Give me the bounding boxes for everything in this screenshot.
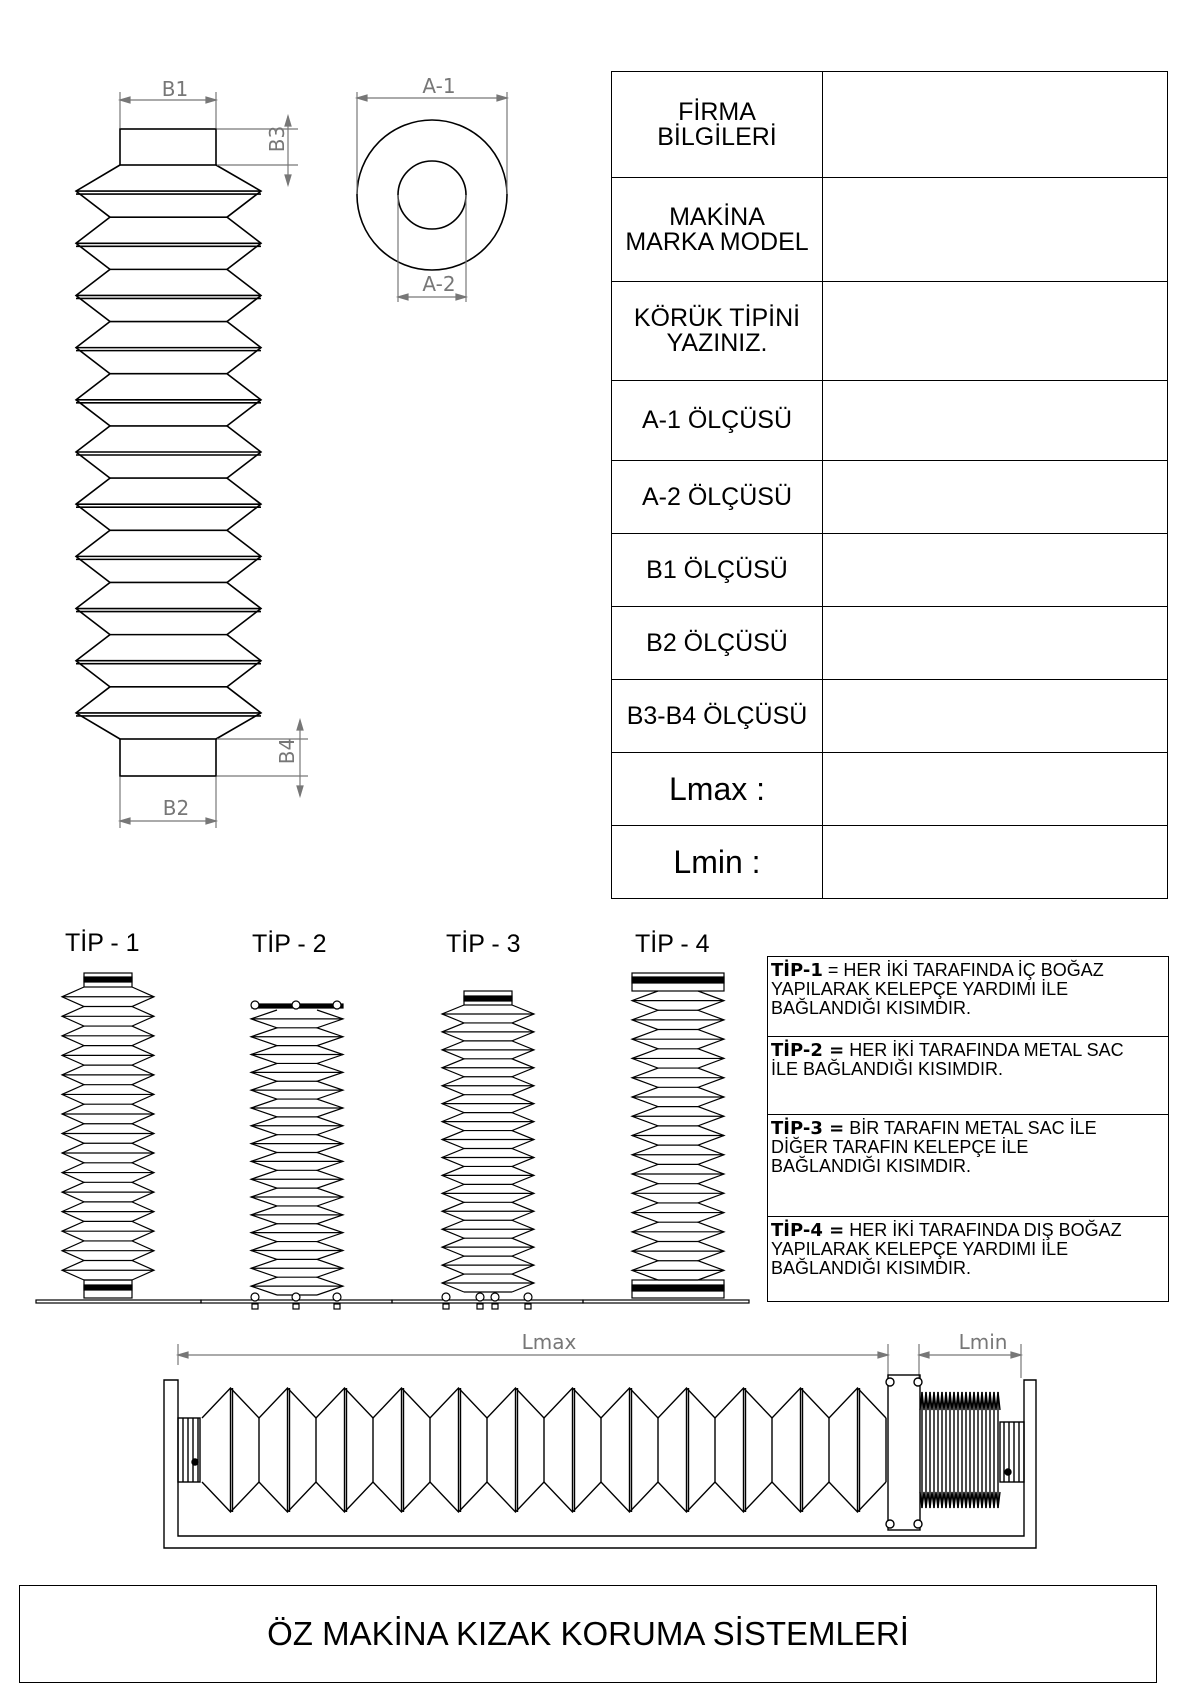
form-row [612, 461, 1168, 534]
tip2-bolt [292, 1293, 300, 1301]
form-row-label-line: B2 ÖLÇÜSÜ [646, 628, 788, 657]
form-row-label-line: Lmin : [673, 843, 761, 880]
footer-company-title: ÖZ MAKİNA KIZAK KORUMA SİSTEMLERİ [19, 1585, 1157, 1683]
dim-lmax-arrow [878, 1352, 888, 1358]
form-row-value-field[interactable] [823, 72, 1168, 178]
tip2-bolt-foot [334, 1304, 340, 1309]
form-row-label [612, 826, 823, 899]
form-row-value-field[interactable] [823, 282, 1168, 381]
left-end-cap [178, 1418, 200, 1482]
form-row [612, 753, 1168, 826]
main-bellows-drawing [76, 120, 507, 776]
dim-b3-arrow [285, 175, 291, 185]
tip1-top-clamp [84, 977, 132, 982]
form-row-label-line: BİLGİLERİ [657, 122, 777, 151]
dim-lmax-arrow [178, 1352, 188, 1358]
type-note-text-line: YAPILARAK KELEPÇE YARDIMI İLE [771, 1239, 1069, 1259]
tip-4-title: TİP - 4 [635, 930, 710, 958]
bellows-bottom-profile [202, 1482, 886, 1512]
form-row-value-field[interactable] [823, 461, 1168, 534]
type-note-text-line: HER İKİ TARAFINDA İÇ BOĞAZ [843, 960, 1104, 980]
tip2-bolt-foot [293, 1304, 299, 1309]
tip-2-title: TİP - 2 [252, 930, 327, 958]
form-row [612, 826, 1168, 899]
type-note-cell [768, 1037, 1169, 1115]
form-row-label [612, 381, 823, 461]
tip4-bellows [632, 991, 724, 1280]
tip3-bolt [442, 1293, 450, 1301]
type-note-text-line: YAPILARAK KELEPÇE YARDIMI İLE [771, 979, 1069, 999]
top-cuff [120, 129, 216, 165]
dim-label-lmax: Lmax [521, 1330, 577, 1354]
type-note-key: TİP-4 = [771, 1220, 845, 1241]
tip2-bolt [251, 1001, 259, 1009]
type-note-key: TİP-3 = [771, 1118, 845, 1139]
dim-label-a2: A-2 [422, 272, 456, 296]
dim-lmin-arrow [919, 1352, 929, 1358]
form-row [612, 534, 1168, 607]
type-note-cell [768, 1217, 1169, 1302]
form-row [612, 72, 1168, 178]
type-note-cell [768, 1115, 1169, 1217]
dim-label-lmin: Lmin [958, 1330, 1008, 1354]
tip3-bolt [476, 1293, 484, 1301]
type-note-row [768, 1217, 1169, 1302]
type-note-key: TİP-1 [771, 960, 823, 981]
form-row [612, 381, 1168, 461]
dim-a1-arrow [357, 95, 367, 101]
base-plate [36, 1300, 201, 1303]
type-note-text-line: BAĞLANDIĞI KISIMDIR. [771, 998, 972, 1018]
type-note-separator: = [822, 960, 844, 980]
form-row-value-field[interactable] [823, 534, 1168, 607]
form-row-label [612, 72, 823, 178]
right-profile [512, 1005, 534, 1292]
type-note-cell [768, 957, 1169, 1037]
tip3-bolt-foot [492, 1304, 498, 1309]
form-row-value-field[interactable] [823, 607, 1168, 680]
tip3-bolt-foot [477, 1304, 483, 1309]
type-note-text-line: BAĞLANDIĞI KISIMDIR. [771, 1156, 972, 1176]
carriage-bolt [914, 1378, 922, 1386]
form-row-label [612, 178, 823, 282]
left-cap-bolt [192, 1459, 198, 1465]
tip4-top-clamp [632, 977, 724, 983]
type-note-text-line: HER İKİ TARAFINDA METAL SAC [849, 1040, 1124, 1060]
type-note-row [768, 1115, 1169, 1217]
tip3-bolt [491, 1293, 499, 1301]
carriage-bolt [886, 1378, 894, 1386]
dim-b4-arrow [297, 720, 303, 730]
tip2-bolt [333, 1001, 341, 1009]
form-row-label [612, 680, 823, 753]
base-plate [392, 1300, 583, 1303]
tip2-bolt [251, 1293, 259, 1301]
form-row-label [612, 282, 823, 381]
form-row-label-line: YAZINIZ. [666, 329, 768, 357]
dim-a1-arrow [497, 95, 507, 101]
tip3-bolt-foot [443, 1304, 449, 1309]
type-note-text-line: BİR TARAFIN METAL SAC İLE [849, 1118, 1097, 1138]
slide-guide-channel [164, 1380, 1036, 1548]
dim-b1-arrow [120, 97, 130, 103]
tip3-bolt [524, 1293, 532, 1301]
right-profile [317, 1010, 343, 1295]
form-row-value-field[interactable] [823, 753, 1168, 826]
form-row-label [612, 753, 823, 826]
type-notes-table [767, 956, 1169, 1302]
outer-diameter-circle [357, 120, 507, 270]
bottom-cuff [120, 739, 216, 776]
form-row-value-field[interactable] [823, 178, 1168, 282]
form-row-label-line: MARKA MODEL [625, 227, 809, 256]
dim-b2-arrow [206, 818, 216, 824]
type-note-text-line: İLE BAĞLANDIĞI KISIMDIR. [771, 1059, 1004, 1079]
type-note-text-line: DİĞER TARAFIN KELEPÇE İLE [771, 1137, 1029, 1157]
dim-b1-arrow [206, 97, 216, 103]
tip2-bolt [333, 1293, 341, 1301]
tip1-bellows [62, 987, 154, 1280]
tip4-bottom-clamp [632, 1285, 724, 1291]
form-row-label-line: A-2 ÖLÇÜSÜ [641, 482, 793, 511]
dim-label-b4: B4 [275, 737, 299, 765]
base-plate [583, 1300, 749, 1303]
dim-label-a1: A-1 [422, 74, 456, 98]
type-bellows-drawings [36, 973, 749, 1309]
dim-a2-arrow [456, 294, 466, 300]
form-row [612, 607, 1168, 680]
dim-label-b1: B1 [161, 77, 189, 101]
type-note-key: TİP-2 = [771, 1040, 845, 1061]
bellows-top-profile [202, 1388, 886, 1418]
form-row-label-line: A-1 ÖLÇÜSÜ [641, 406, 793, 434]
tip2-bolt-foot [252, 1304, 258, 1309]
carriage-bolt [914, 1520, 922, 1528]
tip-1-title: TİP - 1 [65, 929, 140, 957]
form-row-value-field[interactable] [823, 381, 1168, 461]
form-row-label-line: B1 ÖLÇÜSÜ [646, 555, 788, 584]
tip2-bolt [292, 1001, 300, 1009]
left-profile [251, 1010, 277, 1295]
tip1-bottom-clamp [84, 1285, 132, 1290]
tip3-bellows [442, 1005, 534, 1292]
form-row-label [612, 607, 823, 680]
form-row-value-field[interactable] [823, 826, 1168, 899]
compressed-bottom-profile [920, 1492, 1000, 1508]
dim-b4-arrow [297, 786, 303, 796]
form-row-label-line: KÖRÜK TİPİNİ [633, 304, 801, 332]
slide-assembly-drawing [164, 1375, 1036, 1548]
type-note-text-line: BAĞLANDIĞI KISIMDIR. [771, 1258, 972, 1278]
dim-lmin-arrow [1011, 1352, 1021, 1358]
dim-a2-arrow [398, 294, 408, 300]
form-row [612, 680, 1168, 753]
form-row-value-field[interactable] [823, 680, 1168, 753]
tip3-bolt-foot [525, 1304, 531, 1309]
form-row-label-line: Lmax : [668, 770, 766, 807]
inner-diameter-circle [398, 161, 466, 229]
tip3-top-clamp [464, 996, 512, 1001]
order-form-table [611, 71, 1168, 899]
dim-label-b2: B2 [162, 796, 190, 820]
type-note-text-line: HER İKİ TARAFINDA DIŞ BOĞAZ [849, 1220, 1122, 1240]
carriage-bolt [886, 1520, 894, 1528]
form-row [612, 282, 1168, 381]
compressed-top-profile [920, 1392, 1000, 1410]
right-cap-bolt [1005, 1469, 1011, 1475]
dim-label-b3: B3 [265, 125, 289, 153]
left-profile [442, 1005, 464, 1292]
dim-b3-arrow [285, 116, 291, 126]
type-note-row [768, 957, 1169, 1037]
form-row [612, 178, 1168, 282]
tip-3-title: TİP - 3 [446, 930, 521, 958]
form-row-label-line: MAKİNA [669, 202, 765, 231]
form-row-label-line: B3-B4 ÖLÇÜSÜ [626, 701, 808, 730]
form-row-label-line: FİRMA [678, 97, 756, 126]
carriage-block [888, 1375, 920, 1530]
type-note-row [768, 1037, 1169, 1115]
form-row-label [612, 461, 823, 534]
form-row-label [612, 534, 823, 607]
dim-b2-arrow [120, 818, 130, 824]
tip2-bellows [251, 1010, 343, 1295]
